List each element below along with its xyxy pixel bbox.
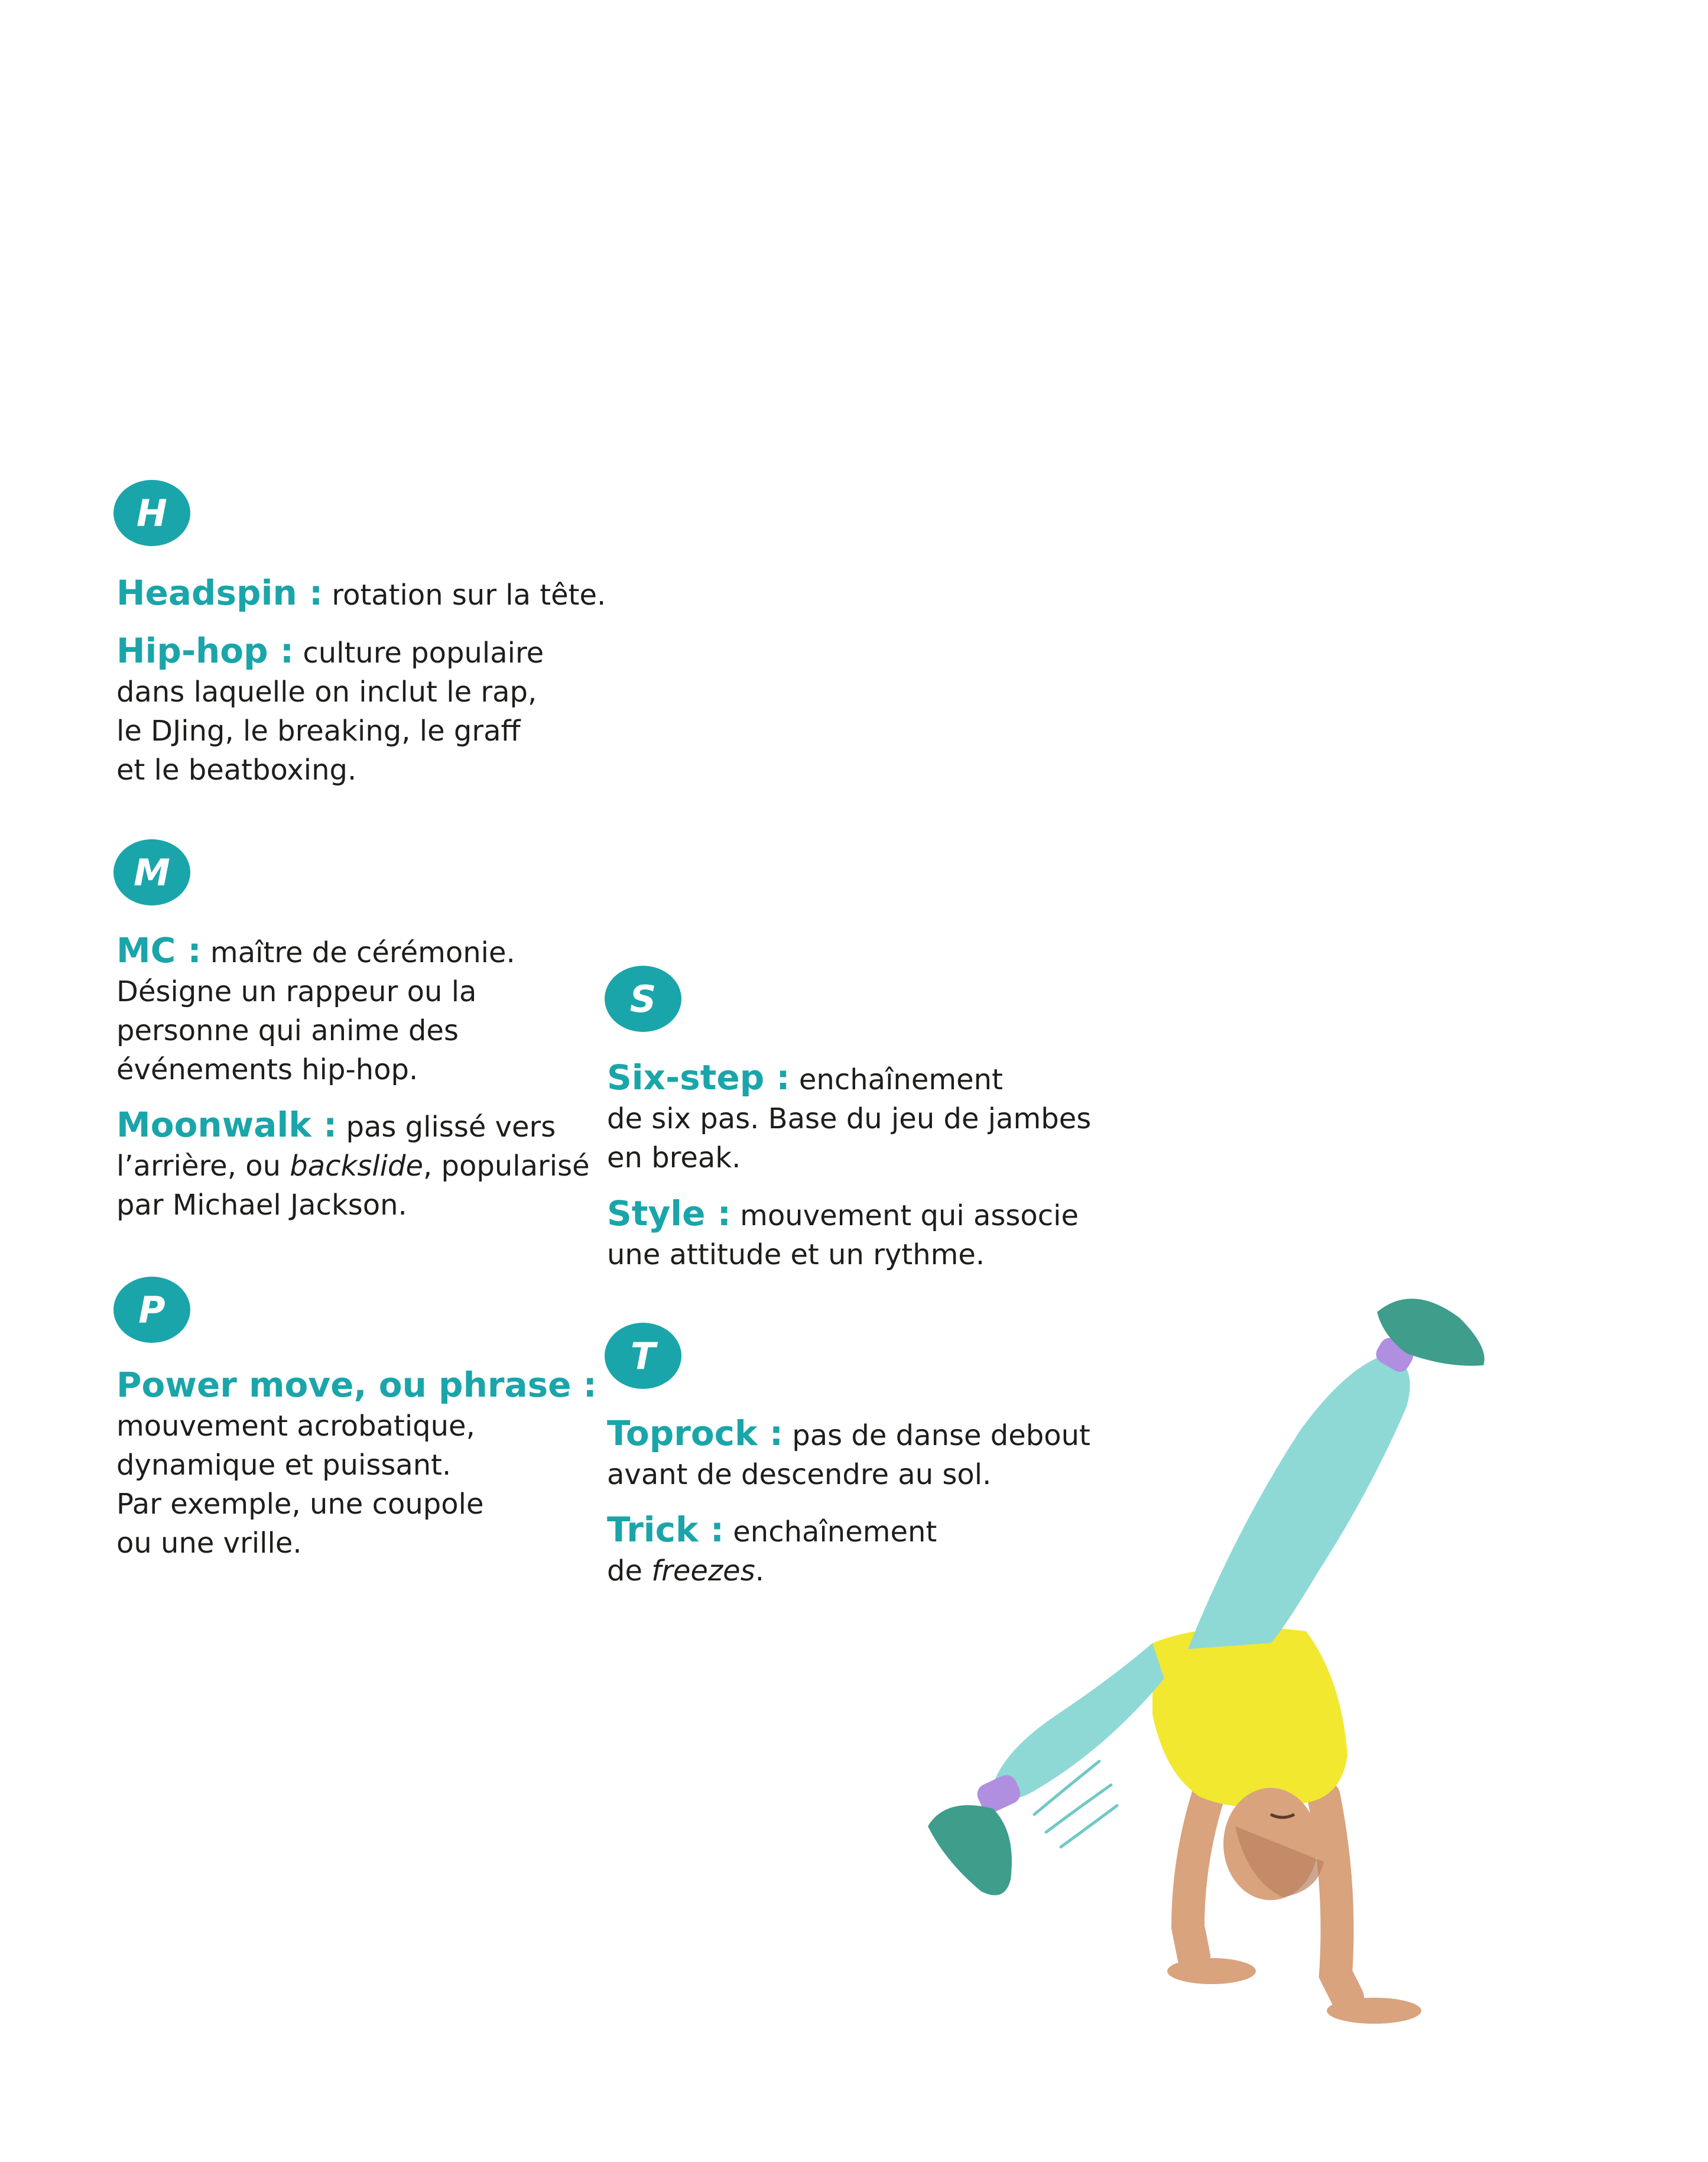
left-arm	[1188, 1785, 1212, 1956]
definition-toprock: pas de danse debout avant de descendre au sol.	[607, 1419, 1090, 1491]
lower-shoe	[928, 1805, 1012, 1895]
definition-trick-part2: .	[755, 1554, 764, 1588]
definition-trick-part1: enchaînement de	[607, 1515, 937, 1588]
letter-badge-p: P	[113, 1277, 190, 1343]
term-power-move: Power move, ou phrase :	[116, 1365, 597, 1405]
letter-badge-m: M	[113, 839, 190, 905]
term-hip-hop: Hip-hop :	[116, 631, 294, 671]
definition-moonwalk-part2: , popularisé par Michael Jackson.	[116, 1150, 590, 1222]
letter-badge-t: T	[605, 1323, 681, 1389]
definition-power-move: mouvement acrobatique, dynamique et puissant. Par exemple, une coupole ou une vrille.	[116, 1410, 484, 1560]
entry-six-step	[607, 1058, 1091, 1177]
term-toprock: Toprock :	[607, 1413, 784, 1453]
definition-moonwalk-part1: pas glissé vers l’arrière, ou	[116, 1111, 556, 1183]
entry-mc	[116, 931, 515, 1089]
breakdancer-handstand-illustration	[857, 1265, 1531, 2080]
term-six-step: Six-step :	[607, 1057, 790, 1098]
definition-headspin: rotation sur la tête.	[323, 579, 606, 612]
entry-hip-hop	[116, 631, 544, 790]
definition-six-step: enchaînement de six pas. Base du jeu de jambes en break.	[607, 1063, 1092, 1174]
entry-moonwalk	[116, 1105, 590, 1225]
term-headspin: Headspin :	[116, 573, 323, 613]
entry-style	[607, 1194, 1079, 1274]
definition-trick-italic: freezes	[651, 1554, 755, 1588]
entry-headspin	[116, 573, 606, 615]
definition-mc: maître de cérémonie. Désigne un rappeur ou la personne qui anime des événements hip-hop.	[116, 936, 515, 1086]
trousers-lower-leg	[993, 1643, 1164, 1799]
left-hand	[1167, 1958, 1256, 1984]
definition-hip-hop: culture populaire dans laquelle on inclut le rap, le DJing, le breaking, le graff et le beatboxing.	[116, 637, 544, 787]
definition-moonwalk-italic: backslide	[290, 1150, 424, 1183]
entry-power-move	[116, 1365, 597, 1563]
term-style: Style :	[607, 1193, 731, 1233]
term-trick: Trick :	[607, 1509, 725, 1550]
trousers-upper-leg	[1188, 1353, 1410, 1649]
right-arm	[1324, 1797, 1347, 1998]
right-hand	[1327, 1998, 1421, 2024]
definition-style: mouvement qui associe une attitude et un rythme.	[607, 1199, 1079, 1271]
letter-badge-s: S	[605, 966, 681, 1032]
letter-badge-h: H	[113, 480, 190, 546]
yellow-shirt	[1152, 1627, 1347, 1807]
term-moonwalk: Moonwalk :	[116, 1105, 337, 1145]
term-mc: MC :	[116, 930, 202, 970]
